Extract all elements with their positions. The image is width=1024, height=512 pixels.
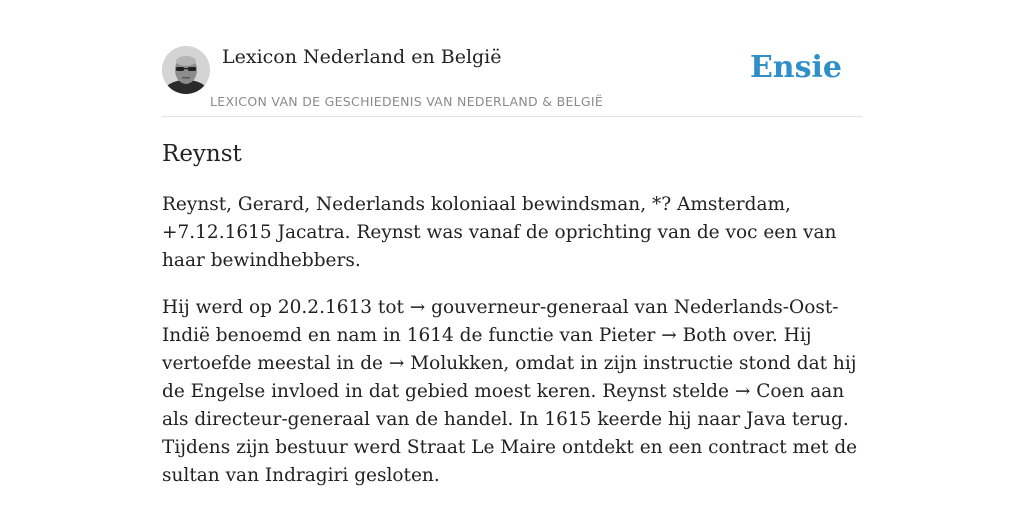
- header: [162, 0, 862, 117]
- avatar-photo-icon: [162, 46, 210, 94]
- site-subtitle: LEXICON VAN DE GESCHIEDENIS VAN NEDERLAND & BELGIË: [210, 94, 604, 109]
- author-avatar[interactable]: [162, 46, 210, 94]
- article-paragraph: Reynst, Gerard, Nederlands koloniaal bewindsman, *? Amsterdam, +7.12.1615 Jacatra. Reynst was vanaf de oprichting van de voc een van haar bewindhebbers.: [162, 194, 837, 271]
- page-title: Reynst: [162, 141, 242, 167]
- article-paragraph: Hij werd op 20.2.1613 tot → gouverneur-generaal van Nederlands-Oost-Indië benoemd en nam in 1614 de functie van Pieter → Both over. Hij vertoefde meestal in de → Molukken, omdat in zijn instructie stond dat hij de Engelse invloed in dat gebied moest keren. Reynst stelde → Coen aan als directeur-generaal van de handel. In 1615 keerde hij naar Java terug. Tijdens zijn bestuur werd Straat Le Maire ontdekt en een contract met de sultan van Indragiri gesloten.: [162, 297, 858, 486]
- page-container: [162, 0, 862, 490]
- ensie-logo-link[interactable]: Ensie: [749, 50, 842, 85]
- site-title-link[interactable]: Lexicon Nederland en België: [222, 46, 502, 68]
- article-body: [162, 191, 862, 490]
